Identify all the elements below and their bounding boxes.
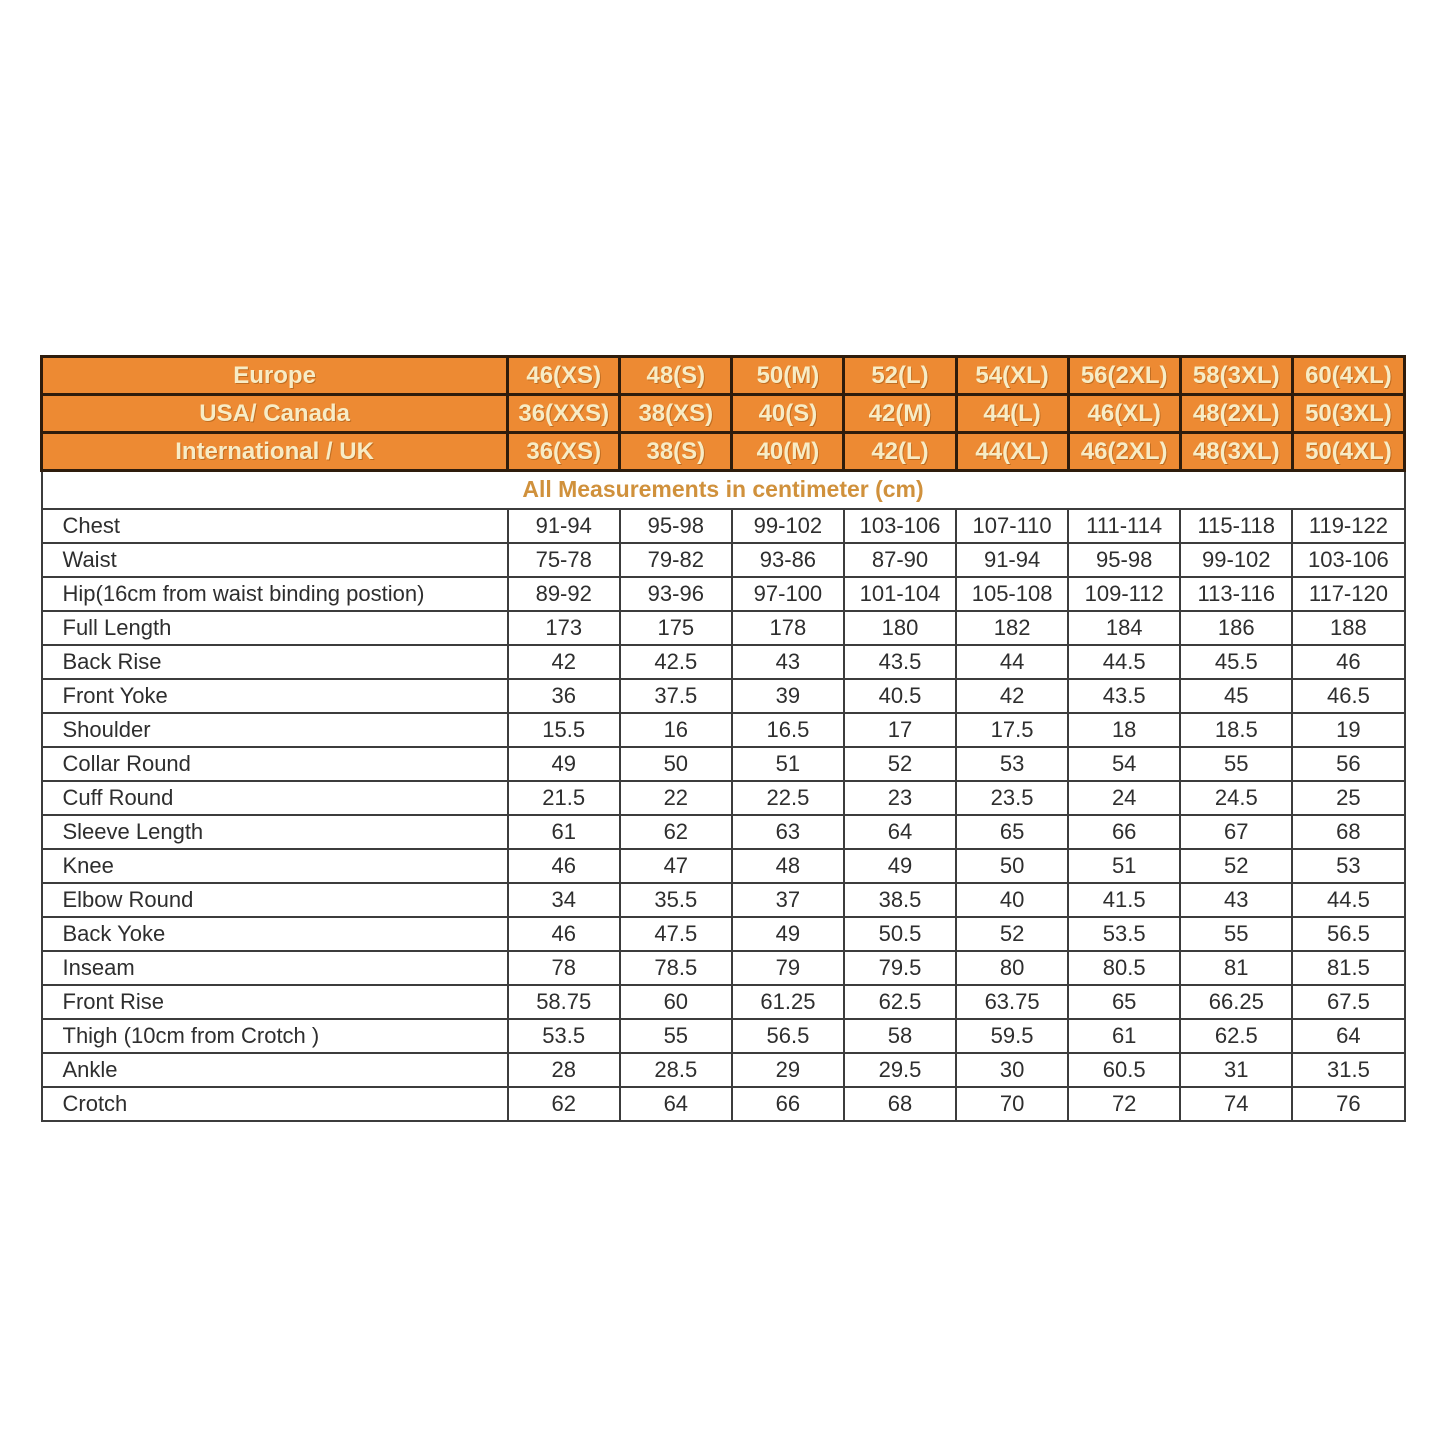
measurement-label: Front Yoke: [42, 679, 508, 713]
measurement-value: 60.5: [1068, 1053, 1180, 1087]
measurement-value: 89-92: [508, 577, 620, 611]
measurement-value: 34: [508, 883, 620, 917]
size-system-label: International / UK: [42, 433, 508, 471]
measurement-row: [42, 611, 1405, 645]
measurement-value: 99-102: [732, 509, 844, 543]
measurement-value: 28.5: [620, 1053, 732, 1087]
size-cell: 44(L): [956, 395, 1068, 433]
measurement-value: 22.5: [732, 781, 844, 815]
measurement-value: 23: [844, 781, 956, 815]
measurement-value: 50.5: [844, 917, 956, 951]
measurement-label: Elbow Round: [42, 883, 508, 917]
measurement-value: 61: [1068, 1019, 1180, 1053]
size-chart: [40, 355, 1406, 1122]
measurement-value: 43: [1180, 883, 1292, 917]
size-cell: 56(2XL): [1068, 357, 1180, 395]
measurement-value: 78: [508, 951, 620, 985]
size-header-rows: [42, 357, 1405, 471]
measurement-label: Ankle: [42, 1053, 508, 1087]
measurement-value: 46: [1292, 645, 1404, 679]
measurement-value: 80: [956, 951, 1068, 985]
measurement-value: 45: [1180, 679, 1292, 713]
measurement-value: 59.5: [956, 1019, 1068, 1053]
measurement-label: Back Yoke: [42, 917, 508, 951]
measurement-value: 62.5: [1180, 1019, 1292, 1053]
measurement-value: 45.5: [1180, 645, 1292, 679]
measurement-value: 42: [508, 645, 620, 679]
measurement-value: 16.5: [732, 713, 844, 747]
measurement-value: 46.5: [1292, 679, 1404, 713]
measurement-value: 28: [508, 1053, 620, 1087]
measurement-value: 184: [1068, 611, 1180, 645]
measurement-value: 58: [844, 1019, 956, 1053]
measurement-value: 67.5: [1292, 985, 1404, 1019]
measurement-value: 51: [1068, 849, 1180, 883]
measurement-value: 186: [1180, 611, 1292, 645]
size-cell: 48(S): [620, 357, 732, 395]
size-cell: 50(M): [732, 357, 844, 395]
measurement-value: 25: [1292, 781, 1404, 815]
measurement-value: 37.5: [620, 679, 732, 713]
measurement-value: 16: [620, 713, 732, 747]
size-system-label: Europe: [42, 357, 508, 395]
measurement-value: 75-78: [508, 543, 620, 577]
size-system-label: USA/ Canada: [42, 395, 508, 433]
measurement-row: [42, 985, 1405, 1019]
measurement-label: Chest: [42, 509, 508, 543]
measurement-label: Knee: [42, 849, 508, 883]
measurement-value: 56.5: [732, 1019, 844, 1053]
measurement-value: 19: [1292, 713, 1404, 747]
measurement-value: 61.25: [732, 985, 844, 1019]
measurement-row: [42, 543, 1405, 577]
measurement-value: 52: [1180, 849, 1292, 883]
measurement-value: 18.5: [1180, 713, 1292, 747]
measurement-value: 23.5: [956, 781, 1068, 815]
measurement-value: 44.5: [1292, 883, 1404, 917]
measurement-value: 65: [1068, 985, 1180, 1019]
measurement-value: 52: [956, 917, 1068, 951]
measurement-value: 70: [956, 1087, 1068, 1121]
measurement-value: 63: [732, 815, 844, 849]
measurement-value: 180: [844, 611, 956, 645]
measurement-value: 61: [508, 815, 620, 849]
measurement-row: [42, 883, 1405, 917]
size-cell: 52(L): [844, 357, 956, 395]
measurement-value: 66: [1068, 815, 1180, 849]
size-cell: 50(3XL): [1292, 395, 1404, 433]
measurement-value: 42: [956, 679, 1068, 713]
measurement-value: 46: [508, 917, 620, 951]
measurement-value: 43.5: [844, 645, 956, 679]
size-cell: 58(3XL): [1180, 357, 1292, 395]
measurement-value: 115-118: [1180, 509, 1292, 543]
measurement-value: 50: [956, 849, 1068, 883]
measurement-value: 117-120: [1292, 577, 1404, 611]
measurement-value: 38.5: [844, 883, 956, 917]
measurement-value: 37: [732, 883, 844, 917]
measurement-value: 50: [620, 747, 732, 781]
measurement-value: 76: [1292, 1087, 1404, 1121]
size-cell: 44(XL): [956, 433, 1068, 471]
measurement-value: 173: [508, 611, 620, 645]
measurement-value: 56: [1292, 747, 1404, 781]
measurement-value: 47.5: [620, 917, 732, 951]
measurement-label: Sleeve Length: [42, 815, 508, 849]
measurement-value: 53: [956, 747, 1068, 781]
measurement-value: 68: [1292, 815, 1404, 849]
measurement-value: 93-86: [732, 543, 844, 577]
measurement-value: 93-96: [620, 577, 732, 611]
measurement-value: 105-108: [956, 577, 1068, 611]
measurement-value: 119-122: [1292, 509, 1404, 543]
measurement-value: 175: [620, 611, 732, 645]
measurement-value: 72: [1068, 1087, 1180, 1121]
measurement-value: 24: [1068, 781, 1180, 815]
measurement-value: 103-106: [1292, 543, 1404, 577]
measurement-value: 53.5: [508, 1019, 620, 1053]
size-cell: 38(XS): [620, 395, 732, 433]
measurement-label: Back Rise: [42, 645, 508, 679]
measurement-value: 31.5: [1292, 1053, 1404, 1087]
size-cell: 40(M): [732, 433, 844, 471]
measurement-value: 44: [956, 645, 1068, 679]
measurement-row: [42, 645, 1405, 679]
units-row: [42, 471, 1405, 509]
measurement-value: 42.5: [620, 645, 732, 679]
measurement-value: 97-100: [732, 577, 844, 611]
size-cell: 36(XS): [508, 433, 620, 471]
measurement-value: 51: [732, 747, 844, 781]
size-cell: 46(2XL): [1068, 433, 1180, 471]
size-cell: 46(XL): [1068, 395, 1180, 433]
measurement-value: 80.5: [1068, 951, 1180, 985]
size-cell: 54(XL): [956, 357, 1068, 395]
measurement-value: 55: [1180, 747, 1292, 781]
measurement-value: 52: [844, 747, 956, 781]
measurement-value: 62: [508, 1087, 620, 1121]
measurement-row: [42, 1019, 1405, 1053]
size-cell: 42(M): [844, 395, 956, 433]
measurement-row: [42, 713, 1405, 747]
measurement-value: 103-106: [844, 509, 956, 543]
measurement-value: 64: [1292, 1019, 1404, 1053]
measurement-value: 35.5: [620, 883, 732, 917]
size-system-row: [42, 433, 1405, 471]
measurement-value: 78.5: [620, 951, 732, 985]
measurement-value: 43: [732, 645, 844, 679]
measurement-value: 40: [956, 883, 1068, 917]
size-cell: 40(S): [732, 395, 844, 433]
measurement-value: 95-98: [1068, 543, 1180, 577]
measurement-label: Shoulder: [42, 713, 508, 747]
measurement-value: 24.5: [1180, 781, 1292, 815]
measurement-value: 29: [732, 1053, 844, 1087]
measurement-label: Front Rise: [42, 985, 508, 1019]
measurement-value: 49: [844, 849, 956, 883]
measurement-value: 65: [956, 815, 1068, 849]
size-cell: 38(S): [620, 433, 732, 471]
measurement-row: [42, 679, 1405, 713]
size-cell: 48(2XL): [1180, 395, 1292, 433]
measurement-rows: [42, 509, 1405, 1121]
measurement-value: 43.5: [1068, 679, 1180, 713]
measurement-label: Cuff Round: [42, 781, 508, 815]
measurement-row: [42, 849, 1405, 883]
measurement-value: 44.5: [1068, 645, 1180, 679]
measurement-value: 54: [1068, 747, 1180, 781]
size-system-row: [42, 357, 1405, 395]
measurement-value: 64: [844, 815, 956, 849]
measurement-value: 68: [844, 1087, 956, 1121]
measurement-value: 18: [1068, 713, 1180, 747]
measurement-value: 60: [620, 985, 732, 1019]
measurement-value: 87-90: [844, 543, 956, 577]
measurement-value: 53.5: [1068, 917, 1180, 951]
measurement-value: 55: [620, 1019, 732, 1053]
measurement-value: 53: [1292, 849, 1404, 883]
measurement-value: 178: [732, 611, 844, 645]
measurement-value: 56.5: [1292, 917, 1404, 951]
measurement-value: 107-110: [956, 509, 1068, 543]
size-cell: 50(4XL): [1292, 433, 1404, 471]
measurement-value: 188: [1292, 611, 1404, 645]
measurement-value: 62.5: [844, 985, 956, 1019]
measurement-value: 55: [1180, 917, 1292, 951]
size-cell: 36(XXS): [508, 395, 620, 433]
measurement-value: 66.25: [1180, 985, 1292, 1019]
measurement-value: 17: [844, 713, 956, 747]
measurement-row: [42, 577, 1405, 611]
measurement-value: 79-82: [620, 543, 732, 577]
measurement-value: 81.5: [1292, 951, 1404, 985]
measurement-value: 113-116: [1180, 577, 1292, 611]
measurement-label: Full Length: [42, 611, 508, 645]
measurement-value: 67: [1180, 815, 1292, 849]
measurement-value: 79: [732, 951, 844, 985]
measurement-row: [42, 917, 1405, 951]
measurement-value: 48: [732, 849, 844, 883]
measurement-value: 58.75: [508, 985, 620, 1019]
size-cell: 42(L): [844, 433, 956, 471]
measurement-label: Hip(16cm from waist binding postion): [42, 577, 508, 611]
measurement-row: [42, 1053, 1405, 1087]
measurement-value: 66: [732, 1087, 844, 1121]
measurement-value: 64: [620, 1087, 732, 1121]
measurement-label: Thigh (10cm from Crotch ): [42, 1019, 508, 1053]
measurement-value: 62: [620, 815, 732, 849]
size-cell: 60(4XL): [1292, 357, 1404, 395]
size-cell: 48(3XL): [1180, 433, 1292, 471]
size-system-row: [42, 395, 1405, 433]
measurement-value: 31: [1180, 1053, 1292, 1087]
measurement-label: Crotch: [42, 1087, 508, 1121]
measurement-value: 74: [1180, 1087, 1292, 1121]
size-chart-table: [40, 355, 1406, 1122]
measurement-value: 46: [508, 849, 620, 883]
measurement-value: 49: [732, 917, 844, 951]
measurement-value: 47: [620, 849, 732, 883]
measurement-value: 22: [620, 781, 732, 815]
measurement-label: Inseam: [42, 951, 508, 985]
measurement-value: 63.75: [956, 985, 1068, 1019]
measurement-value: 36: [508, 679, 620, 713]
measurement-value: 101-104: [844, 577, 956, 611]
measurement-value: 99-102: [1180, 543, 1292, 577]
measurement-row: [42, 509, 1405, 543]
measurement-label: Waist: [42, 543, 508, 577]
measurement-row: [42, 951, 1405, 985]
measurement-value: 79.5: [844, 951, 956, 985]
measurement-value: 95-98: [620, 509, 732, 543]
measurement-value: 29.5: [844, 1053, 956, 1087]
measurement-value: 182: [956, 611, 1068, 645]
measurement-row: [42, 815, 1405, 849]
size-cell: 46(XS): [508, 357, 620, 395]
measurement-label: Collar Round: [42, 747, 508, 781]
measurement-value: 41.5: [1068, 883, 1180, 917]
measurement-value: 91-94: [508, 509, 620, 543]
measurement-value: 40.5: [844, 679, 956, 713]
measurement-value: 109-112: [1068, 577, 1180, 611]
measurement-value: 81: [1180, 951, 1292, 985]
measurement-value: 49: [508, 747, 620, 781]
measurement-value: 30: [956, 1053, 1068, 1087]
measurement-row: [42, 781, 1405, 815]
measurement-value: 17.5: [956, 713, 1068, 747]
measurement-value: 39: [732, 679, 844, 713]
measurement-value: 21.5: [508, 781, 620, 815]
measurement-value: 91-94: [956, 543, 1068, 577]
measurement-row: [42, 747, 1405, 781]
measurement-row: [42, 1087, 1405, 1121]
measurement-value: 15.5: [508, 713, 620, 747]
measurement-value: 111-114: [1068, 509, 1180, 543]
units-note: All Measurements in centimeter (cm): [42, 471, 1405, 509]
